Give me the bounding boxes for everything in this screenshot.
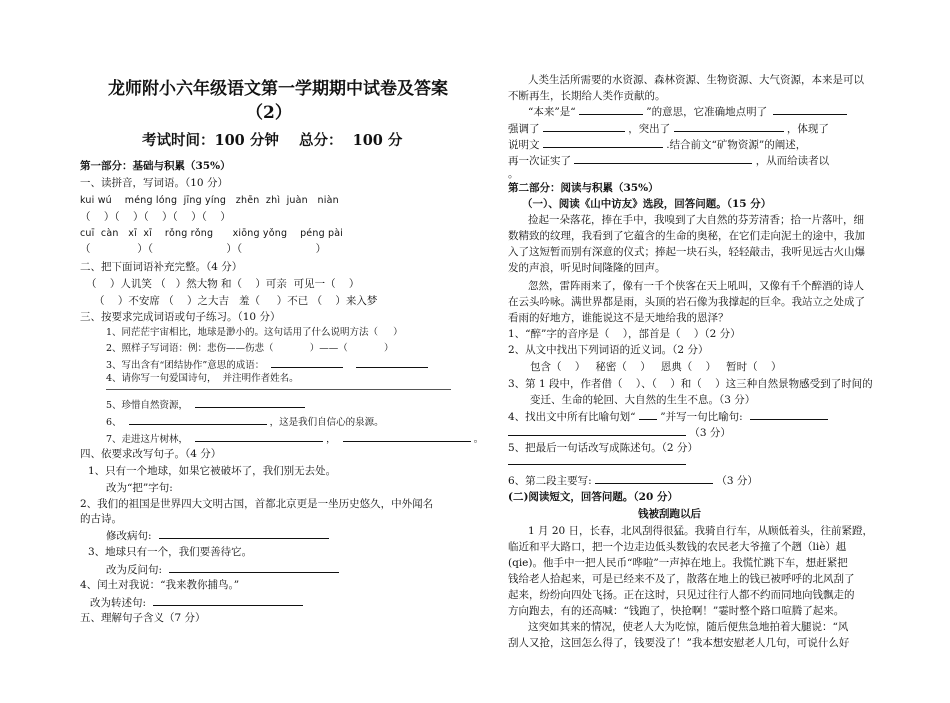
answer-blank[interactable] [674,121,784,132]
answer-blank[interactable] [153,595,303,606]
answer-blank[interactable] [750,409,828,420]
q4-item-1-rewrite: 改为“把”字句: [106,482,173,494]
answer-blank[interactable] [773,104,847,115]
passage-q-text: ”的意思，它准确地点明了 [646,106,768,118]
q4-item-3-rewrite-label: 改为反问句: [106,564,163,576]
passage-line-2: 不断再生，长期给人类作贡献的。 [508,90,666,102]
q3-item-3-text: 3、写出含有“团结协作”意思的成语： [106,360,265,371]
q3-item-4: 4、请你写一句爱国诗句， 并注明作者姓名。 [106,373,299,384]
passage-q-text: ，体现了 [786,123,829,135]
reading-q-4-text: 4、找出文中所有比喻句划“ [508,411,636,423]
reading-q-4-text: ”并写一句比喻句: [660,411,743,423]
reading-q-2-words: 包含（ ） 秘密（ ） 恩典（ ） 暂时（ ） [530,361,782,373]
section-2-heading: (二)阅读短文，回答问题。（20 分） [508,491,678,503]
doc-title: 龙师附小六年级语文第一学期期中试卷及答案 [108,79,448,99]
q4-item-1: 1、只有一个地球，如果它被破坏了，我们别无去处。 [88,465,337,477]
answer-blank[interactable] [543,137,663,148]
q4-item-4-rewrite-label: 改为转述句: [90,597,147,609]
q3-heading: 三、按要求完成词语或句子练习。（10 分） [80,311,281,323]
story-line: 钱给老人拾起来，可是已经来不及了，散落在地上的钱已被呼呼的北风刮了 [508,573,855,585]
reading-q-6 [508,473,758,488]
reading-q-3-cont: 变迁、生命的轮回、大自然的生生不息。（3 分） [530,394,756,406]
answer-blank[interactable] [129,414,267,425]
q4-heading: 四、依要求改写句子。（4 分） [80,448,222,460]
story-line: 起来，纷纷向四处飞扬。正在这时，只见过往行人都不约而同地向钱飘走的 [508,589,855,601]
answer-blank[interactable] [579,104,643,115]
reading-q-4 [508,409,828,424]
passage-q-text: .结合前文“矿物资源”的阐述， [666,139,807,151]
q2-heading: 二、把下面词语补充完整。（4 分） [80,261,243,273]
passage-q-line-3 [508,137,806,152]
section-1-heading: （一）、阅读《山中访友》选段，回答问题。（15 分） [522,198,772,210]
part2-heading: 第二部分：阅读与积累（35%） [508,182,659,194]
answer-line[interactable] [508,464,686,465]
reading-q-6-text: 6、第二段主要写: [508,475,592,487]
reading-q-3: 3、第 1 段中，作者借（ ）、（ ）和（ ）这三种自然景物感受到了时间的 [508,378,873,390]
answer-blank[interactable] [169,562,339,573]
q3-item-5 [106,397,305,413]
reading-q-4-line [508,425,731,440]
answer-brackets-row-1: （ ）（ ）（ ）（ ）（ ） [80,211,231,223]
reading-q-4-score: （3 分） [689,427,731,439]
passage-q-line-2 [508,121,829,136]
part1-heading: 第一部分：基础与积累（35%） [80,160,231,172]
passage-q-line-1 [528,104,847,119]
q4-item-3-rewrite [106,562,339,577]
underline-sample [639,409,657,420]
q4-item-2-rewrite [106,528,329,543]
q3-item-6 [106,414,384,430]
story-line: 这突如其来的情况，使老人大为吃惊，随后便焦急地拍着大腿说：“风 [528,621,849,633]
reading-para-2: 在云头吟咏。满世界都是雨，头顶的岩石像为我撑起的巨伞。我站立之处成了 [508,296,865,308]
answer-blank[interactable] [543,121,625,132]
passage-q-text: ，突出了 [628,123,671,135]
answer-blank[interactable] [159,528,329,539]
reading-q-5: 5、把最后一句话改写成陈述句。（2 分） [508,442,698,454]
exam-info: 考试时间：100 分钟 总分： 100 分 [142,132,403,149]
q3-item-7-text: 7、走进这片树林， [106,434,189,445]
q4-item-2: 2、我们的祖国是世界四大文明古国，首都北京更是一坐历史悠久，中外闻名 [80,498,434,510]
reading-q-1: 1、“醉”字的音序是（ ），部首是（ ）（2 分） [508,328,741,340]
reading-para-1: 捡起一朵落花，捧在手中，我嗅到了大自然的芬芳清香；拾一片落叶，细 [528,214,864,226]
pinyin-row-2: cuī càn xī xī rǒng rǒng xiōng yǒng péng pài [80,228,344,239]
answer-blank[interactable] [343,431,471,442]
story-title: 钱被刮跑以后 [638,508,701,520]
q4-item-4-rewrite [90,595,303,610]
passage-q-text: 再一次证实了 [508,155,571,167]
q3-item-5-text: 5、珍惜自然资源， [106,400,189,411]
answer-blank[interactable] [271,357,343,368]
answer-blank[interactable] [195,397,305,408]
story-line: (qie)。他手中一把人民币“哗啦”一声掉在地上。我慌忙跳下车，想赶紧把 [508,557,848,569]
answer-blank[interactable] [356,357,428,368]
answer-blank[interactable] [195,431,323,442]
passage-q-text: 说明文 [508,139,540,151]
q2-line-b: （ ）不安席 （ ）之大吉 羞（ ）不已 （ ）来入梦 [94,295,378,307]
pinyin-row-1: kui wú méng lóng jīng yíng zhēn zhì juàn niàn [80,195,339,206]
reading-q-6-score: （3 分） [716,475,758,487]
q4-item-2-cont: 的古诗。 [80,513,122,525]
doc-title-number: （2） [246,103,292,123]
answer-blank[interactable] [574,153,752,164]
q3-item-1: 1、同茫茫宇宙相比，地球是渺小的。这句话用了什么说明方法（ ） [106,327,403,338]
q4-item-3: 3、地球只有一个，我们要善待它。 [88,546,253,558]
passage-q-line-4 [508,153,829,168]
q1-heading: 一、读拼音，写词语。（10 分） [80,177,228,189]
story-line: 方向跑去，有的还高喊：“钱跑了，快抢啊！”霎时整个路口喧腾了起来。 [508,605,845,617]
passage-q-text: 强调了 [508,123,540,135]
q4-item-2-rewrite-label: 修改病句: [106,530,152,542]
reading-para-2: 看雨的好地方，谁能说这不是天地给我的恩泽？ [508,312,729,324]
reading-para-2: 忽然，雷阵雨来了，像有一千个侠客在天上吼叫，又像有千个醉酒的诗人 [528,280,864,292]
passage-q-text: ，从而给读者以 [755,155,830,167]
q3-item-7: 7、走进这片树林， ， 。 [106,431,483,447]
reading-para-1: 数精致的纹理，我看到了它蕴含的生命的奥秘，在它们走向泥土的途中，我加 [508,230,865,242]
reading-q-2: 2、从文中找出下列词语的近义词。（2 分） [508,344,709,356]
q4-item-4: 4、闰土对我说：“我来教你捕鸟。” [80,579,240,591]
passage-line-1: 人类生活所需要的水资源、森林资源、生物资源、大气资源，本来是可以 [528,74,864,86]
reading-para-1: 发的声浪，听见时间隆隆的回声。 [508,262,666,274]
answer-blank[interactable] [508,425,686,436]
story-line: 1 月 20 日，长春，北风刮得很猛。我骑自行车，从顾低着头，往前紧蹬， [528,525,874,537]
q3-item-6-text: 6、 [106,417,122,428]
story-line: 刮人又抢，这回怎么得了，钱要没了！”我本想安慰老人几句，可说什么好 [508,637,850,649]
q5-heading: 五、理解句子含义（7 分） [80,612,206,624]
passage-q-line-5: 。 [508,168,519,180]
reading-para-1: 入了这短暂而别有深意的仪式；捧起一块石头，轻轻敲击，我听见远古火山爆 [508,246,865,258]
story-line: 临近和平大路口，把一个边走边低头数钱的农民老大爷撞了个趔（liè）趄 [508,541,847,553]
q3-item-2: 2、照样子写词语：例：悲伤——伤悲（ ）——（ ） [106,343,394,354]
q3-item-6-tail: ，这是我们自信心的泉源。 [269,417,384,428]
answer-blank[interactable] [595,473,713,484]
q2-line-a: （ ）人讥笑 （ ）然大物 和（ ）可亲 可见一（ ） [86,278,360,290]
answer-brackets-row-2: （ ）（ ）（ ） [80,243,327,255]
answer-line[interactable] [106,389,451,390]
passage-q-text: “本来”是“ [528,106,576,118]
q3-item-3 [106,357,428,373]
